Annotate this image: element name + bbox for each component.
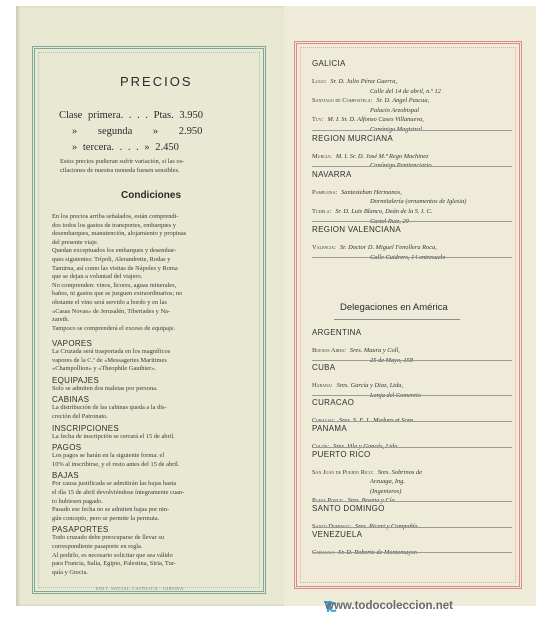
text-line: baños, ni gastos que se juzguen extraordinarios; no (52, 290, 183, 298)
delegate-name: Palacio Arzobispal (370, 106, 420, 114)
delegate-city: Santiago de Compostela: (312, 97, 373, 105)
delegate-entry (312, 470, 512, 486)
delegate-city: Lugo: (312, 78, 327, 85)
delegate-entry (312, 207, 512, 220)
region-heading: CURACAO (312, 398, 355, 408)
section-heading: VAPORES (52, 339, 93, 348)
right-page (284, 6, 536, 606)
region-heading: REGION VALENCIANA (312, 225, 401, 235)
text-line: Pasado ese fecha no se admiten bajas por nin- (52, 506, 170, 514)
delegate-city: Habana: (312, 382, 333, 390)
delegate-name: Calle del 14 de abril, n.º 12 (370, 87, 441, 95)
delegate-name: M. I. Sr. D. José M.ª Rego Machinez (335, 152, 429, 160)
delegate-entry (312, 480, 512, 495)
delegate-name: Dormitalería (ornamentos de Iglesia) (370, 198, 467, 206)
price-first-class: Clase primera. . . . Ptas. 3.950 (59, 110, 203, 121)
divider (312, 552, 512, 553)
condiciones-title: Condiciones (121, 190, 182, 201)
text-line: to hubiesen pagado. (52, 497, 103, 505)
region-heading: PUERTO RICO (312, 449, 371, 459)
region-heading: REGION MURCIANA (312, 133, 393, 143)
delegate-name: (Ingenieros) (370, 487, 402, 495)
text-line: vapores de la C.ª de «Messageries Maritimes (52, 356, 167, 364)
america-delegations (312, 326, 512, 553)
divider (312, 257, 512, 258)
delegate-city: San Juan de Puerto Rico: (312, 468, 374, 476)
delegate-entry (312, 339, 512, 354)
text-line: obstante el vino será servido a bordo y en las (52, 298, 167, 306)
section-heading: INSCRIPCIONES (52, 423, 120, 433)
delegate-city: Buenos Aires: (312, 347, 346, 354)
left-page (16, 6, 284, 606)
text-line: Tampoco se comprenderá el exceso de equipaje. (52, 324, 176, 332)
text-line: Los pagos se harán en la siguiente forma: el (52, 452, 165, 460)
section-heading: PAGOS (52, 443, 82, 453)
delegate-entry (312, 154, 512, 164)
text-line: dos todos los gastos de transportes, embarques y (52, 221, 176, 229)
divider (334, 319, 460, 320)
text-line: Solo se admiten dos maletas por persona. (52, 384, 158, 392)
delegate-name: Sres. García y Díaz, Ltda, (336, 382, 404, 390)
text-line: «Champollion» y «Theophile Gauthier». (52, 365, 157, 373)
text-line: Tamirna, así como las visitas de Nápoles y Roma (52, 264, 178, 272)
delegate-name: Sr. D. Julio Pérez Guerra, (330, 78, 398, 85)
text-line: gún concepto, pero se permite la permuta. (52, 514, 160, 522)
delegate-city: Tuy: (312, 116, 324, 124)
delegate-entry (312, 409, 512, 419)
text-line: para Francia, Italia, Egipto, Palestina, Siria, Tur- (52, 560, 176, 568)
delegate-entry (312, 246, 512, 256)
text-line: 10% al inscribirse, y el resto antes del 15 de abril. (52, 460, 180, 468)
delegate-entry (312, 349, 512, 359)
delegaciones-title: Delegaciones en América (340, 302, 448, 313)
text-line: No comprenden: vinos, licores, aguas minerales, (52, 281, 177, 289)
text-line: del presente viaje. (52, 238, 99, 246)
text-line: En los precios arriba señalados, están comprendi- (52, 213, 179, 220)
delegate-entry (312, 461, 512, 476)
delegate-entry (312, 89, 512, 105)
text-line: La Cruzada será trasportada en los magníficos (52, 348, 171, 355)
delegate-entry (312, 489, 512, 499)
delegate-name: Sres. Sobrinos de (377, 468, 423, 476)
text-line: creción del Patronato. (52, 412, 108, 420)
delegate-entry (312, 200, 512, 215)
text-line: Al pedirlo, es necesario solicitar que sea válido (52, 551, 173, 559)
divider (312, 421, 512, 422)
divider (312, 360, 512, 361)
delegate-entry (312, 374, 512, 390)
divider (312, 221, 512, 222)
delegate-entry (312, 190, 512, 206)
section-heading: PASAPORTES (52, 525, 109, 535)
delegate-name: Sres. Maura y Coll, (349, 347, 400, 354)
spain-delegations (312, 59, 512, 258)
text-line: Por causa justificada se admitirán las bajas hasta (52, 480, 177, 488)
delegate-entry (312, 181, 512, 196)
price-third-class: » tercera. . . . » 2.450 (72, 142, 179, 153)
divider (312, 130, 512, 131)
region-heading: ARGENTINA (312, 328, 362, 337)
section-heading: BAJAS (52, 471, 79, 481)
text-line: «Casas Novas» de Jerusalén, Tiberiades y Na- (52, 307, 171, 315)
delegate-name: Sr. D. Luis Blanco, Deán de la S. I. C. (335, 207, 433, 215)
delegate-name: Arzuaga, Ing. (370, 478, 405, 486)
delegate-name: Sr. D. Angel Pascua, (376, 97, 430, 105)
delegate-name: M. I. Sr. D. Alfonso Cases Villanueva, (327, 116, 424, 124)
region-heading: NAVARRA (312, 169, 352, 179)
delegate-city: Pamplona: (312, 188, 338, 196)
delegate-name: Sr. Doctor D. Miguel Fenollera Roca, (339, 244, 437, 252)
delegate-entry (312, 99, 512, 114)
delegate-name: Santesteban Hermanos, (341, 188, 402, 196)
text-line: ques siguientes: Trípoli, Alerandrette, Rodas y (52, 255, 171, 263)
divider (312, 501, 512, 502)
region-heading: CUBA (312, 363, 336, 373)
region-heading: SANTO DOMINGO (312, 503, 385, 513)
delegate-entry (312, 435, 512, 445)
text-line: quía y Grecia. (52, 568, 89, 576)
text-line: Todo cruzado debe preocuparse de llevar su (52, 534, 165, 542)
imprint: EDIT. SOCIAL CATÓLICA - GIRONA (96, 586, 184, 591)
text-line: La distribución de las cabinas queda a la dis- (52, 404, 167, 412)
region-heading: PANAMA (312, 423, 347, 433)
delegate-entry (312, 384, 512, 394)
price-second-class: » segunda » 2.950 (72, 126, 203, 137)
region-heading: GALICIA (312, 59, 346, 68)
delegate-city: Tudela: (312, 207, 332, 215)
delegate-city: Murcia: (312, 152, 332, 160)
delegate-entry (312, 70, 512, 85)
text-line: el día 15 de abril devolviéndose íntegramente cuan- (52, 488, 185, 496)
delegate-entry (312, 515, 512, 525)
delegate-entry (312, 145, 512, 160)
text-line: que se dejan a voluntad del viajero. (52, 273, 143, 281)
divider (312, 166, 512, 167)
divider (312, 395, 512, 396)
watermark-url: www.todocoleccion.net (325, 600, 453, 612)
divider (312, 527, 512, 528)
delegate-entry (312, 118, 512, 128)
text-line: correspondiente pasaporte en regla. (52, 542, 143, 550)
section-heading: EQUIPAJES (52, 375, 100, 385)
conditions-sections (52, 337, 184, 577)
text-line: zareth. (52, 316, 70, 324)
delegate-entry (312, 108, 512, 124)
text-line: Quedan exceptuados los embarques y desembar- (52, 247, 177, 255)
delegate-entry (312, 80, 512, 95)
delegate-entry (312, 541, 512, 551)
text-line: La fecha de inscripción se cerrará el 15 de abril. (52, 432, 175, 440)
delegate-entry (312, 236, 512, 252)
text-line: desembarques, manutención, alojamiento y propinas (52, 230, 187, 238)
delegate-city: Valencia: (312, 244, 336, 252)
precios-title: PRECIOS (120, 74, 193, 89)
price-note: Estos precios pudieran sufrir variación, si las os- cilaciones de nuestra moneda fuesen sensibles. (60, 158, 185, 174)
conditions-text (52, 213, 186, 333)
divider (312, 447, 512, 448)
region-heading: VENEZUELA (312, 529, 363, 539)
section-heading: CABINAS (52, 395, 90, 405)
